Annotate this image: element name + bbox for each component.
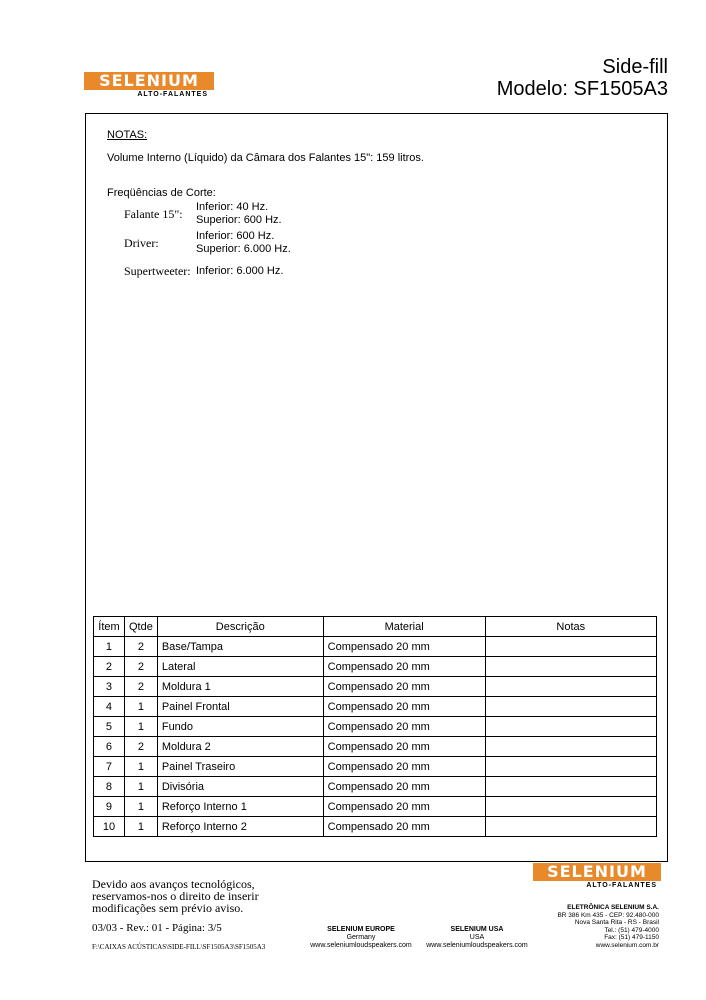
header-qty: Qtde: [124, 617, 157, 637]
office-usa: [421, 926, 533, 950]
cell-material: Compensado 20 mm: [323, 677, 485, 697]
cell-item: 4: [94, 697, 125, 717]
cell-item: 5: [94, 717, 125, 737]
cell-qty: 2: [124, 677, 157, 697]
logo-subtext: ALTO-FALANTES: [586, 882, 657, 889]
cell-notes: [485, 817, 656, 837]
table-row: [94, 737, 657, 757]
office-web: www.seleniumloudspeakers.com: [426, 942, 528, 949]
cell-qty: 1: [124, 757, 157, 777]
table-row: [94, 797, 657, 817]
table-row: [94, 757, 657, 777]
company-line: Nova Santa Rita - RS - Brasil: [574, 919, 659, 926]
office-name: SELENIUM USA: [450, 926, 504, 933]
office-name: SELENIUM EUROPE: [327, 926, 395, 933]
cell-notes: [485, 757, 656, 777]
cell-notes: [485, 717, 656, 737]
cell-description: Base/Tampa: [157, 637, 323, 657]
cell-material: Compensado 20 mm: [323, 737, 485, 757]
cell-qty: 2: [124, 737, 157, 757]
table-row: [94, 697, 657, 717]
footer-logo: [533, 863, 661, 890]
freq-value: Inferior: 600 Hz.: [196, 230, 275, 242]
company-line: Tel.: (51) 479-4000: [604, 926, 659, 934]
cell-description: Moldura 2: [157, 737, 323, 757]
cell-item: 6: [94, 737, 125, 757]
header-notes: Notas: [485, 617, 656, 637]
cell-material: Compensado 20 mm: [323, 657, 485, 677]
company-address: [557, 904, 659, 949]
office-country: Germany: [346, 934, 376, 941]
logo-subtext: ALTO-FALANTES: [137, 91, 208, 98]
freq-value: Inferior: 40 Hz.: [196, 201, 269, 213]
company-line: www.selenium.com.br: [595, 941, 659, 949]
cell-description: Lateral: [157, 657, 323, 677]
cell-notes: [485, 777, 656, 797]
cell-description: Painel Frontal: [157, 697, 323, 717]
cell-item: 3: [94, 677, 125, 697]
frequency-title: Freqüências de Corte:: [107, 187, 216, 199]
table-row: [94, 717, 657, 737]
table-row: [94, 777, 657, 797]
cell-material: Compensado 20 mm: [323, 757, 485, 777]
cell-description: Moldura 1: [157, 677, 323, 697]
logo-text: SELENIUM: [84, 72, 214, 90]
header-material: Material: [323, 617, 485, 637]
cell-material: Compensado 20 mm: [323, 797, 485, 817]
cell-item: 9: [94, 797, 125, 817]
cell-notes: [485, 677, 656, 697]
cell-material: Compensado 20 mm: [323, 817, 485, 837]
header-description: Descrição: [157, 617, 323, 637]
office-web: www.seleniumloudspeakers.com: [310, 942, 412, 949]
cell-material: Compensado 20 mm: [323, 717, 485, 737]
cell-qty: 1: [124, 697, 157, 717]
file-path: F:\CAIXAS ACÚSTICAS\SIDE-FILL\SF1505A3\SF1505A3: [92, 943, 266, 951]
cell-description: Reforço Interno 1: [157, 797, 323, 817]
company-line: BR 386 Km 435 - CEP: 92.480-000: [557, 911, 659, 919]
disclaimer-line: modificações sem prévio aviso.: [92, 901, 244, 915]
cell-qty: 2: [124, 637, 157, 657]
notes-title: NOTAS:: [107, 129, 148, 141]
freq-value: Superior: 6.000 Hz.: [196, 243, 291, 255]
cell-notes: [485, 737, 656, 757]
cell-item: 10: [94, 817, 125, 837]
freq-label-driver: Driver:: [124, 236, 159, 250]
logo-text: SELENIUM: [533, 863, 661, 881]
cell-material: Compensado 20 mm: [323, 697, 485, 717]
cell-description: Fundo: [157, 717, 323, 737]
cell-item: 2: [94, 657, 125, 677]
table-row: [94, 677, 657, 697]
cell-qty: 1: [124, 777, 157, 797]
cell-material: Compensado 20 mm: [323, 777, 485, 797]
parts-table: [93, 616, 657, 837]
page-title-line1: Side-fill: [602, 56, 668, 78]
table-row: [94, 637, 657, 657]
cell-description: Reforço Interno 2: [157, 817, 323, 837]
header-item: Ítem: [94, 617, 125, 637]
office-europe: [298, 926, 424, 950]
cell-notes: [485, 697, 656, 717]
freq-value: Inferior: 6.000 Hz.: [196, 265, 284, 277]
cell-notes: [485, 797, 656, 817]
cell-item: 1: [94, 637, 125, 657]
office-country: USA: [469, 934, 485, 941]
revision-info: 03/03 - Rev.: 01 - Página: 3/5: [92, 922, 222, 934]
freq-label-woofer: Falante 15":: [124, 207, 183, 221]
cell-qty: 1: [124, 797, 157, 817]
cell-item: 7: [94, 757, 125, 777]
disclaimer-line: Devido aos avanços tecnológicos,: [92, 877, 255, 891]
cell-description: Painel Traseiro: [157, 757, 323, 777]
table-header-row: [94, 617, 657, 637]
cell-item: 8: [94, 777, 125, 797]
disclaimer-line: reservamos-nos o direito de inserir: [92, 889, 259, 903]
freq-label-supertweeter: Supertweeter:: [124, 264, 191, 278]
table-row: [94, 657, 657, 677]
page-title-line2: Modelo: SF1505A3: [496, 78, 668, 100]
cell-qty: 1: [124, 817, 157, 837]
volume-note: Volume Interno (Líquido) da Câmara dos Falantes 15": 159 litros.: [107, 152, 424, 164]
cell-notes: [485, 657, 656, 677]
cell-notes: [485, 637, 656, 657]
cell-qty: 2: [124, 657, 157, 677]
disclaimer: [92, 878, 259, 914]
company-name: ELETRÔNICA SELENIUM S.A.: [567, 904, 659, 911]
freq-value: Superior: 600 Hz.: [196, 214, 282, 226]
table-row: [94, 817, 657, 837]
header-logo: [84, 72, 214, 99]
cell-description: Divisória: [157, 777, 323, 797]
cell-qty: 1: [124, 717, 157, 737]
company-line: Fax: (51) 479-1150: [604, 934, 659, 941]
cell-material: Compensado 20 mm: [323, 637, 485, 657]
